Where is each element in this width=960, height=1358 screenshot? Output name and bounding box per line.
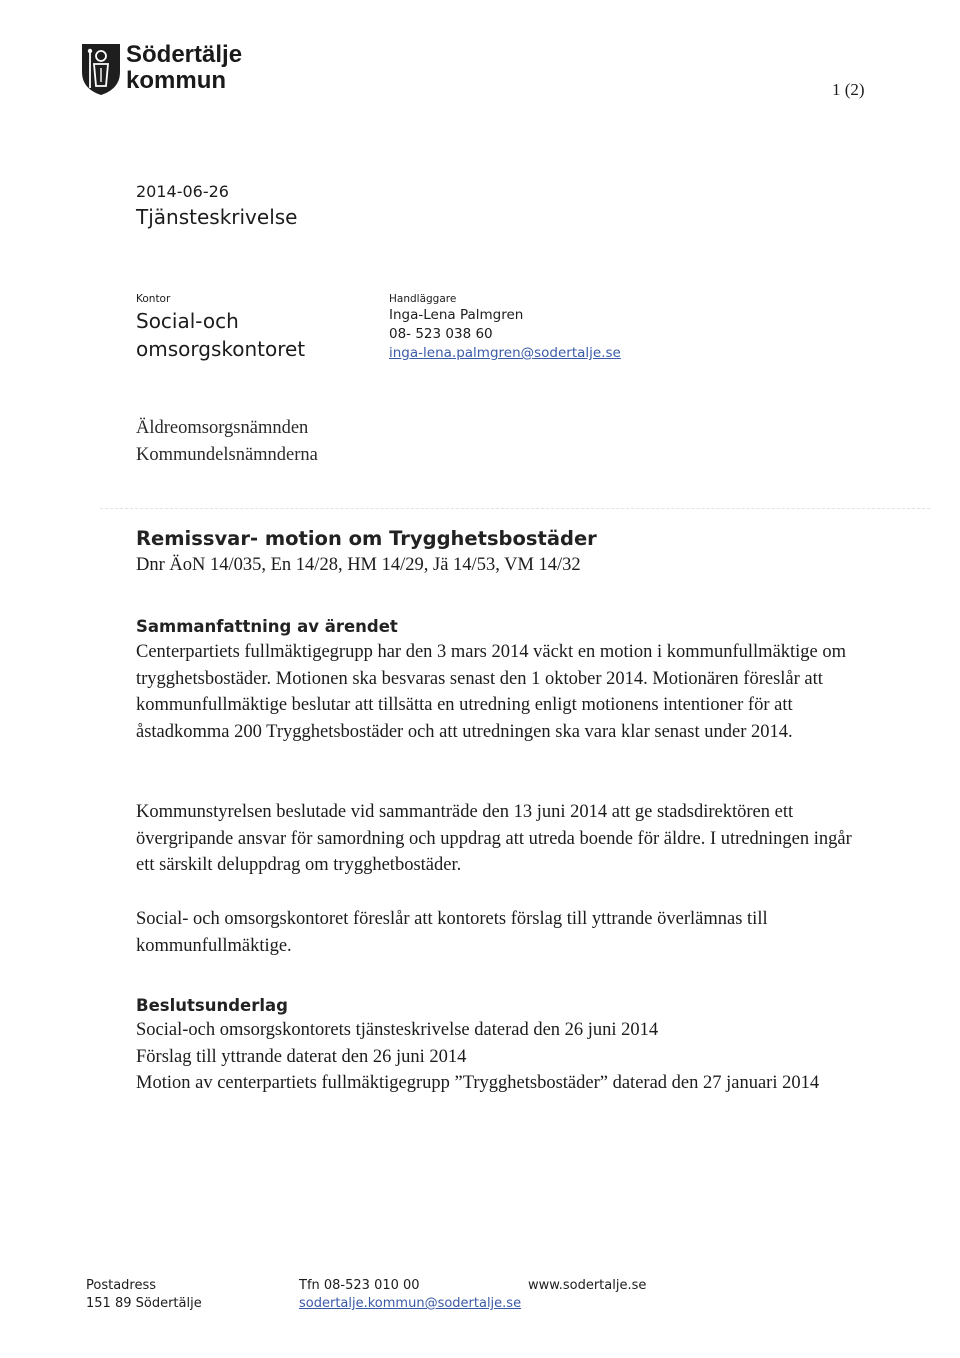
- document-date: 2014-06-26: [136, 182, 229, 201]
- footer-contact: [299, 1277, 521, 1313]
- document-type: Tjänsteskrivelse: [136, 205, 298, 229]
- org-name-line1: Södertälje: [126, 41, 243, 68]
- postadress-value: 151 89 Södertälje: [86, 1296, 202, 1311]
- list-item: Motion av centerpartiets fullmäktigegrupp ”Trygghetsbostäder” daterad den 27 januari 2014: [136, 1073, 820, 1094]
- summary-paragraph: Kommunstyrelsen beslutade vid sammanträde den 13 juni 2014 att ge stadsdirektören ett övergripande ansvar för samordning och uppdrag att utreda boende för äldre. I utredningen ingår ett särskilt deluppdrag om trygghetbostäder.: [136, 802, 852, 876]
- list-item: Social-och omsorgskontorets tjänsteskrivelse daterad den 26 juni 2014: [136, 1020, 659, 1040]
- recipient: Kommundelsnämnderna: [136, 445, 318, 465]
- handlaggare-phone: 08- 523 038 60: [389, 326, 493, 342]
- org-name: [126, 42, 242, 94]
- list-item: Förslag till yttrande daterat den 26 juni 2014: [136, 1046, 467, 1067]
- decision-basis-heading: Beslutsunderlag: [136, 996, 288, 1015]
- page-number: 1 (2): [832, 80, 865, 99]
- summary-paragraph: Centerpartiets fullmäktigegrupp har den 3 mars 2014 väckt en motion i kommunfullmäktige om trygghetsbostäder. Motionen ska besvaras senast den 1 oktober 2014. Motionären föreslår att kommunfullmäktige beslutar att tillsätta en utredning enligt motionens intentioner för att åstadkomma 200 Trygghetsbostäder och att utredningen ska vara klar senast under 2014.: [136, 642, 847, 743]
- handlaggare-email-link[interactable]: inga-lena.palmgren@sodertalje.se: [389, 345, 621, 361]
- summary-heading: Sammanfattning av ärendet: [136, 617, 398, 636]
- logo: [80, 41, 243, 98]
- postadress-label: Postadress: [86, 1278, 157, 1293]
- footer-postadress: [86, 1277, 202, 1313]
- footer-phone: Tfn 08-523 010 00: [299, 1278, 420, 1293]
- handlaggare-name: Inga-Lena Palmgren: [389, 307, 524, 323]
- org-name-line2: kommun: [126, 67, 227, 94]
- summary-paragraph: Social- och omsorgskontoret föreslår att kontorets förslag till yttrande överlämnas till kommunfullmäktige.: [136, 909, 768, 956]
- kontor-label: Kontor: [136, 293, 171, 305]
- recipients: [136, 415, 318, 469]
- footer-email-link[interactable]: sodertalje.kommun@sodertalje.se: [299, 1296, 522, 1311]
- recipient: Äldreomsorgsnämnden: [136, 418, 309, 438]
- kontor-value: Social-och omsorgskontoret: [136, 309, 306, 361]
- coat-of-arms-icon: [80, 42, 122, 96]
- handlaggare-label: Handläggare: [389, 293, 457, 305]
- fold-line: [100, 508, 930, 509]
- subject-title: Remissvar- motion om Trygghetsbostäder: [136, 527, 597, 550]
- footer-web-link[interactable]: www.sodertalje.se: [528, 1278, 647, 1293]
- decision-basis-list: [136, 1017, 856, 1097]
- dnr-line: Dnr ÄoN 14/035, En 14/28, HM 14/29, Jä 14/53, VM 14/32: [136, 555, 581, 575]
